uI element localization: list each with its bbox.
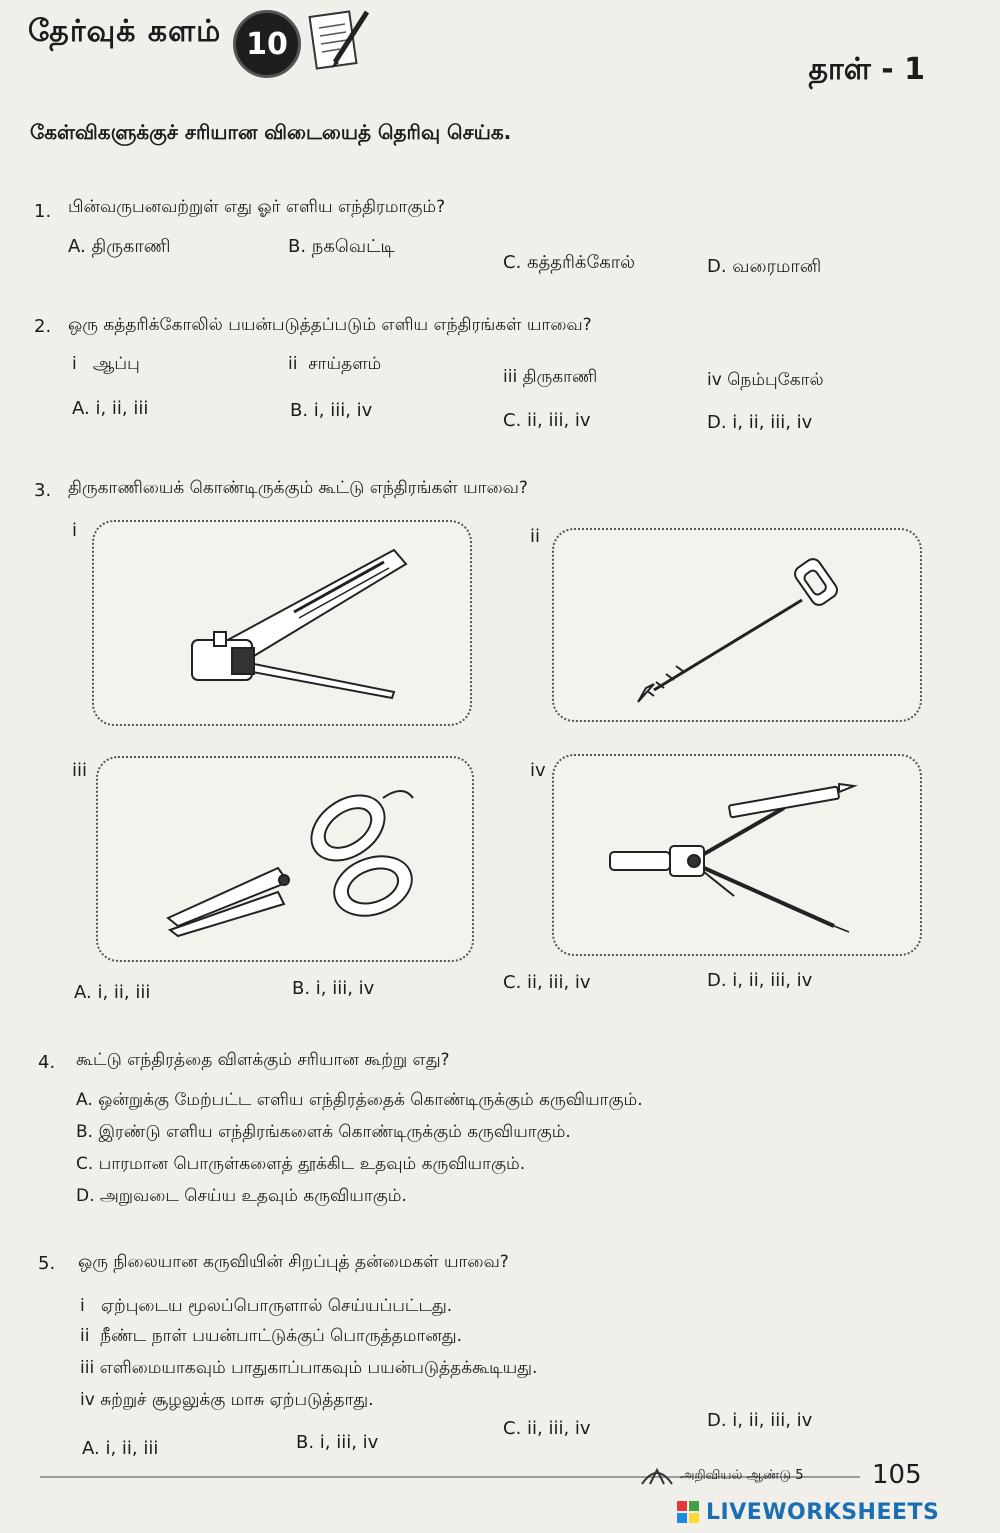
q2-item-iv: iv நெம்புகோல் [707,370,824,390]
q3-option-b[interactable]: B. i, iii, iv [292,978,375,999]
question-4-number: 4. [38,1052,56,1073]
q5-item-i: i ஏற்புடைய மூலப்பொருளால் செய்யப்பட்டது. [80,1296,453,1316]
q2-item-ii: ii சாய்தளம் [288,354,382,374]
q5-item-iii: iii எளிமையாகவும் பாதுகாப்பாகவும் பயன்படுத்தக்கூடியது. [80,1358,538,1378]
q4-option-c[interactable]: C. பாரமான பொருள்களைத் தூக்கிட உதவும் கருவியாகும். [76,1154,526,1174]
q3-option-c[interactable]: C. ii, iii, iv [503,972,591,993]
q2-item-iii: iii திருகாணி [503,367,598,387]
scissors-image [98,758,472,960]
image-box-scissors[interactable] [96,756,474,962]
question-5-number: 5. [38,1253,56,1274]
image-box-hand-drill[interactable] [552,528,922,722]
q4-option-a[interactable]: A. ஒன்றுக்கு மேற்பட்ட எளிய எந்திரத்தைக் கொண்டிருக்கும் கருவியாகும். [76,1090,643,1110]
q1-option-d[interactable]: D. வரைமானி [707,256,822,277]
q2-option-b[interactable]: B. i, iii, iv [290,400,373,421]
q5-item-iv: iv சுற்றுச் சூழலுக்கு மாசு ஏற்படுத்தாது. [80,1390,374,1410]
question-5-text: ஒரு நிலையான கருவியின் சிறப்புத் தன்மைகள் யாவை? [78,1252,509,1272]
q1-option-c[interactable]: C. கத்தரிக்கோல் [503,252,636,273]
image-label-iv: iv [530,760,546,781]
question-1-text: பின்வருபனவற்றுள் எது ஓர் எளிய எந்திரமாகும்? [68,197,446,217]
section-title: தேர்வுக் களம் [28,14,222,49]
paper-pencil-icon [305,4,375,74]
q5-option-d[interactable]: D. i, ii, iii, iv [707,1410,813,1431]
image-label-i: i [72,520,78,541]
q2-option-c[interactable]: C. ii, iii, iv [503,410,591,431]
q3-option-d[interactable]: D. i, ii, iii, iv [707,970,813,991]
nail-clipper-image [94,522,470,724]
q4-option-b[interactable]: B. இரண்டு எளிய எந்திரங்களைக் கொண்டிருக்கும் கருவியாகும். [76,1122,571,1142]
question-2-number: 2. [34,316,52,337]
image-label-iii: iii [72,760,88,781]
q2-option-d[interactable]: D. i, ii, iii, iv [707,412,813,433]
q3-option-a[interactable]: A. i, ii, iii [74,982,151,1003]
q5-option-c[interactable]: C. ii, iii, iv [503,1418,591,1439]
q2-option-a[interactable]: A. i, ii, iii [72,398,149,419]
question-2-text: ஒரு கத்தரிக்கோலில் பயன்படுத்தப்படும் எளிய எந்திரங்கள் யாவை? [68,315,592,335]
question-4-text: கூட்டு எந்திரத்தை விளக்கும் சரியான கூற்று எது? [76,1050,450,1070]
q4-option-d[interactable]: D. அறுவடை செய்ய உதவும் கருவியாகும். [76,1186,407,1206]
instruction-text: கேள்விகளுக்குச் சரியான விடையைத் தெரிவு செய்க. [30,120,512,144]
liveworksheets-logo-icon [676,1500,700,1524]
image-label-ii: ii [530,526,541,547]
watermark-text: LIVEWORKSHEETS [706,1499,940,1525]
image-box-compass[interactable] [552,754,922,956]
hand-drill-image [554,530,920,720]
section-number-badge: 10 [233,10,301,78]
q2-item-i: i ஆப்பு [72,354,140,374]
compass-image [554,756,920,954]
q5-option-b[interactable]: B. i, iii, iv [296,1432,379,1453]
footer-book-title: அறிவியல் ஆண்டு 5 [680,1468,804,1483]
paper-number: தாள் - 1 [808,52,925,87]
question-3-text: திருகாணியைக் கொண்டிருக்கும் கூட்டு எந்திரங்கள் யாவை? [68,478,528,498]
q5-option-a[interactable]: A. i, ii, iii [82,1438,159,1459]
page-number: 105 [872,1460,922,1490]
question-3-number: 3. [34,480,52,501]
q1-option-a[interactable]: A. திருகாணி [68,236,171,257]
q1-option-b[interactable]: B. நகவெட்டி [288,236,395,257]
book-leaf-icon [640,1464,674,1486]
question-1-number: 1. [34,201,52,222]
q5-item-ii: ii நீண்ட நாள் பயன்பாட்டுக்குப் பொருத்தமானது. [80,1326,462,1346]
image-box-nail-clipper[interactable] [92,520,472,726]
liveworksheets-watermark [676,1497,996,1527]
